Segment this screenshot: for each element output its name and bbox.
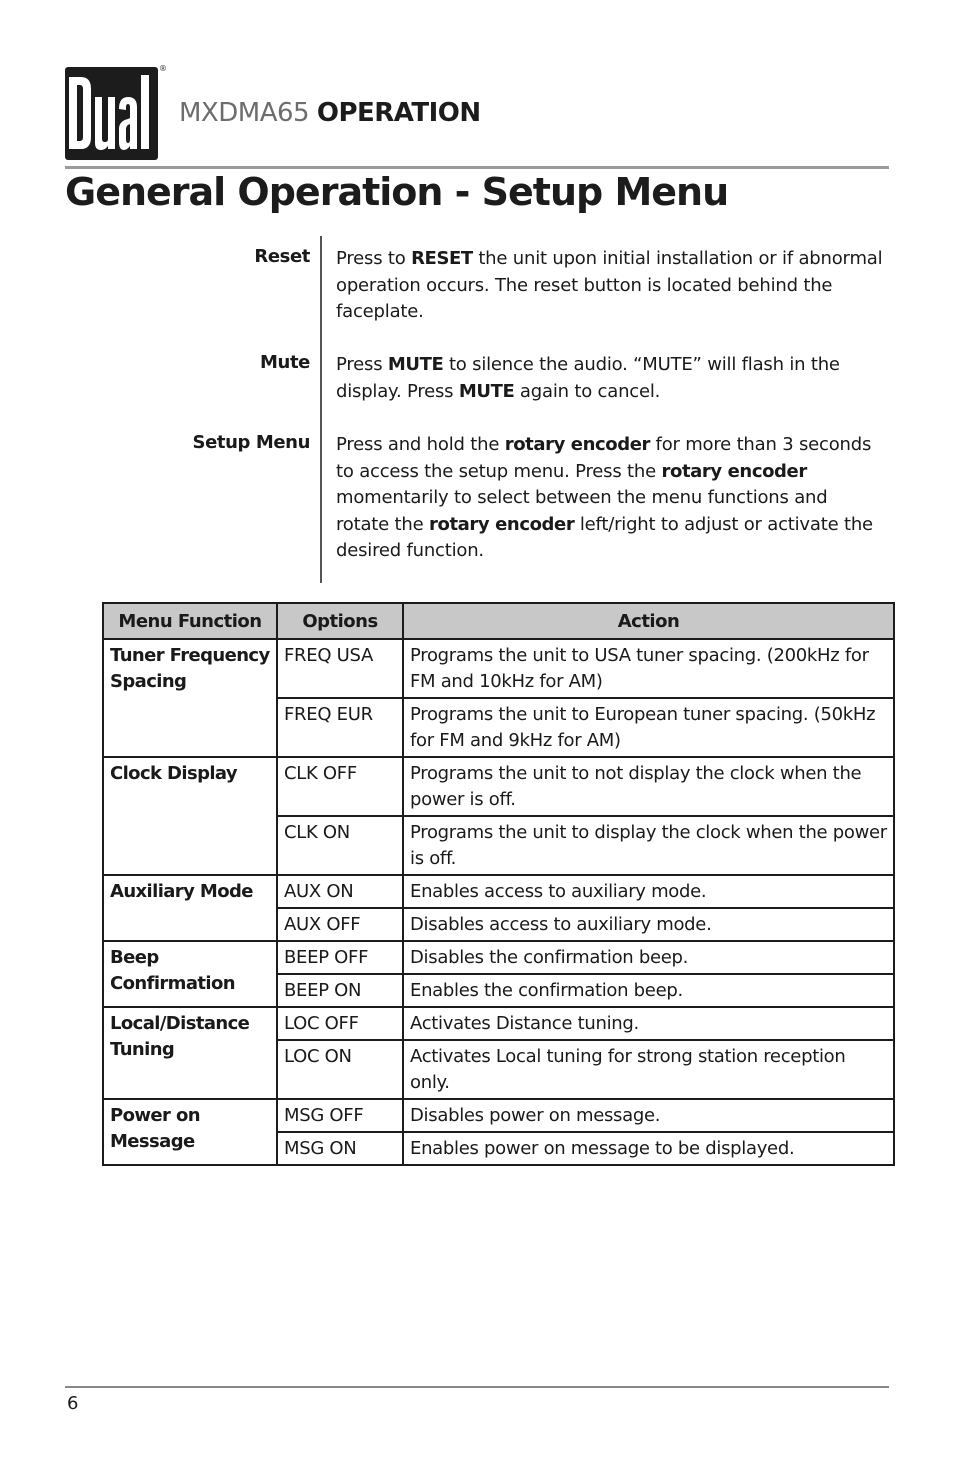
menu-function-cell: Power on Message <box>103 1099 277 1165</box>
model-number: MXDMA65 <box>179 98 310 128</box>
header-options: Options <box>277 603 403 639</box>
option-cell: MSG ON <box>277 1132 403 1165</box>
dual-logo-mark <box>65 67 158 160</box>
desc-reset: Press to RESET the unit upon initial installation or if abnormal operation occurs. The reset button is located behind the faceplate. <box>336 248 883 322</box>
page-number: 6 <box>67 1393 79 1414</box>
option-cell: LOC ON <box>277 1040 403 1099</box>
menu-function-cell: Clock Display <box>103 757 277 875</box>
menu-function-cell: Local/Distance Tuning <box>103 1007 277 1099</box>
action-cell: Enables power on message to be displayed. <box>403 1132 894 1165</box>
action-cell: Disables power on message. <box>403 1099 894 1132</box>
action-cell: Programs the unit to USA tuner spacing. (200kHz for FM and 10kHz for AM) <box>403 639 894 698</box>
action-cell: Programs the unit to not display the clock when the power is off. <box>403 757 894 816</box>
table-row <box>103 875 894 908</box>
action-cell: Disables the confirmation beep. <box>403 941 894 974</box>
table-row <box>103 639 894 698</box>
definitions-divider <box>320 236 322 583</box>
option-cell: CLK OFF <box>277 757 403 816</box>
manual-section-header <box>179 98 481 128</box>
action-cell: Enables the confirmation beep. <box>403 974 894 1007</box>
term-reset: Reset <box>254 246 310 267</box>
option-cell: AUX ON <box>277 875 403 908</box>
option-cell: MSG OFF <box>277 1099 403 1132</box>
registered-mark: ® <box>159 64 167 73</box>
menu-function-cell: Auxiliary Mode <box>103 875 277 941</box>
option-cell: CLK ON <box>277 816 403 875</box>
action-cell: Programs the unit to display the clock when the power is off. <box>403 816 894 875</box>
desc-setup-menu: Press and hold the rotary encoder for more than 3 seconds to access the setup menu. Press the rotary encoder momentarily to select between the menu functions and rotate the rotary encoder left/right to adjust or activate the desired function. <box>336 434 873 561</box>
option-cell: AUX OFF <box>277 908 403 941</box>
desc-mute: Press MUTE to silence the audio. “MUTE” will flash in the display. Press MUTE again to cancel. <box>336 354 840 402</box>
definitions-list <box>100 236 890 584</box>
term-setup-menu: Setup Menu <box>192 432 310 453</box>
page-title: General Operation - Setup Menu <box>65 170 729 214</box>
menu-function-cell: Tuner Frequency Spacing <box>103 639 277 757</box>
table-row <box>103 1007 894 1040</box>
option-cell: LOC OFF <box>277 1007 403 1040</box>
term-mute: Mute <box>260 352 310 373</box>
header-menu-function: Menu Function <box>103 603 277 639</box>
action-cell: Programs the unit to European tuner spacing. (50kHz for FM and 9kHz for AM) <box>403 698 894 757</box>
action-cell: Enables access to auxiliary mode. <box>403 875 894 908</box>
option-cell: FREQ USA <box>277 639 403 698</box>
footer-rule <box>65 1386 889 1388</box>
menu-function-cell: Beep Confirmation <box>103 941 277 1007</box>
table-header-row <box>103 603 894 639</box>
header-rule <box>65 166 889 169</box>
table-row <box>103 1099 894 1132</box>
section-name: OPERATION <box>316 98 481 128</box>
action-cell: Activates Distance tuning. <box>403 1007 894 1040</box>
setup-menu-table <box>102 602 895 1166</box>
table-row <box>103 757 894 816</box>
action-cell: Activates Local tuning for strong station reception only. <box>403 1040 894 1099</box>
option-cell: BEEP OFF <box>277 941 403 974</box>
action-cell: Disables access to auxiliary mode. <box>403 908 894 941</box>
table-row <box>103 941 894 974</box>
header-action: Action <box>403 603 894 639</box>
option-cell: BEEP ON <box>277 974 403 1007</box>
dual-logo <box>65 67 158 160</box>
option-cell: FREQ EUR <box>277 698 403 757</box>
